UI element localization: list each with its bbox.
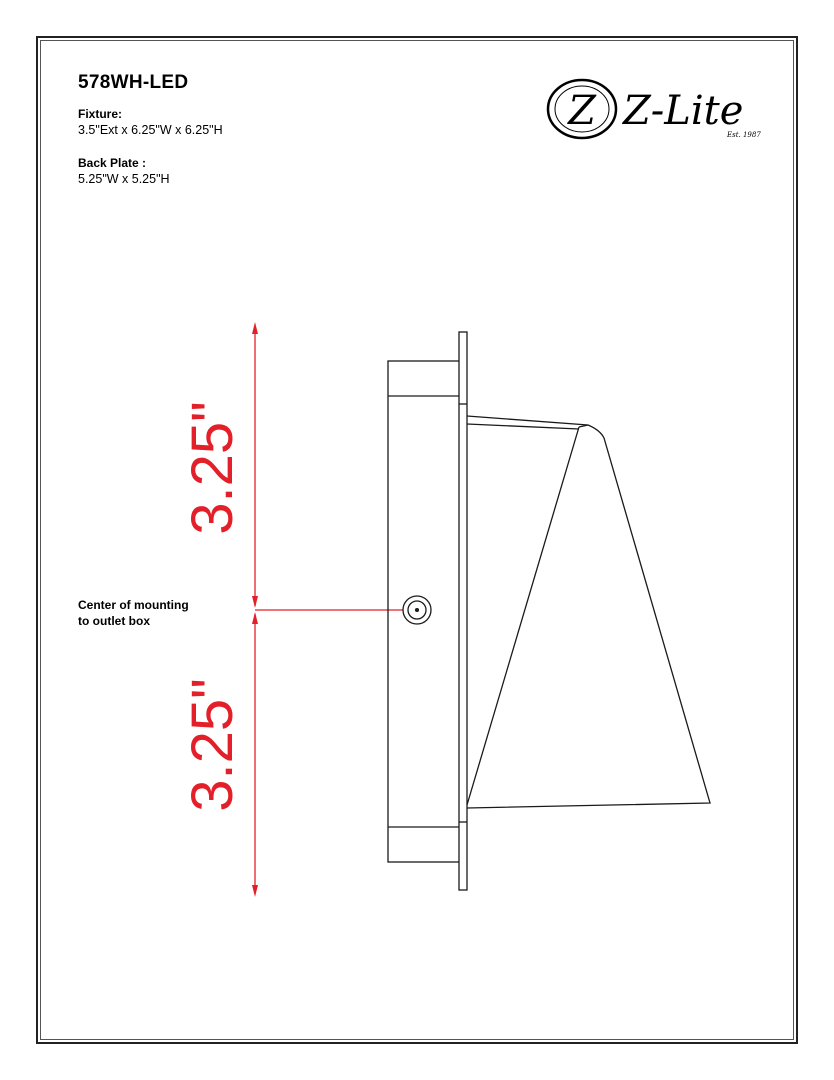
- shade-outline: [467, 416, 710, 808]
- logo-brand: Z-Lite: [623, 88, 744, 134]
- mounting-note-line2: to outlet box: [78, 614, 150, 628]
- back-plate: [459, 332, 467, 890]
- logo-monogram: Z: [568, 88, 596, 134]
- backplate-label: Back Plate :: [78, 156, 147, 170]
- model-number: 578WH-LED: [78, 72, 189, 93]
- shade-top-edge: [467, 424, 579, 429]
- fixture-label: Fixture:: [78, 107, 123, 121]
- shade-front-edge: [467, 427, 579, 805]
- upper-bottom-arrow: [252, 596, 258, 608]
- z-lite-logo: [548, 80, 761, 139]
- lower-top-arrow: [252, 612, 258, 624]
- logo-established: Est. 1987: [727, 131, 761, 139]
- backplate-dimensions: 5.25"W x 5.25"H: [78, 172, 170, 186]
- upper-top-arrow: [252, 322, 258, 334]
- mounting-center-dot: [416, 609, 419, 612]
- lower-bottom-arrow: [252, 885, 258, 897]
- lower-dimension-value: 3.25": [180, 678, 245, 812]
- back-box: [388, 361, 460, 862]
- upper-dimension-value: 3.25": [180, 401, 245, 535]
- fixture-side-view: [388, 332, 710, 890]
- dimension-lines: [252, 322, 403, 897]
- mounting-note-line1: Center of mounting: [78, 598, 189, 612]
- fixture-dimensions: 3.5"Ext x 6.25"W x 6.25"H: [78, 123, 223, 137]
